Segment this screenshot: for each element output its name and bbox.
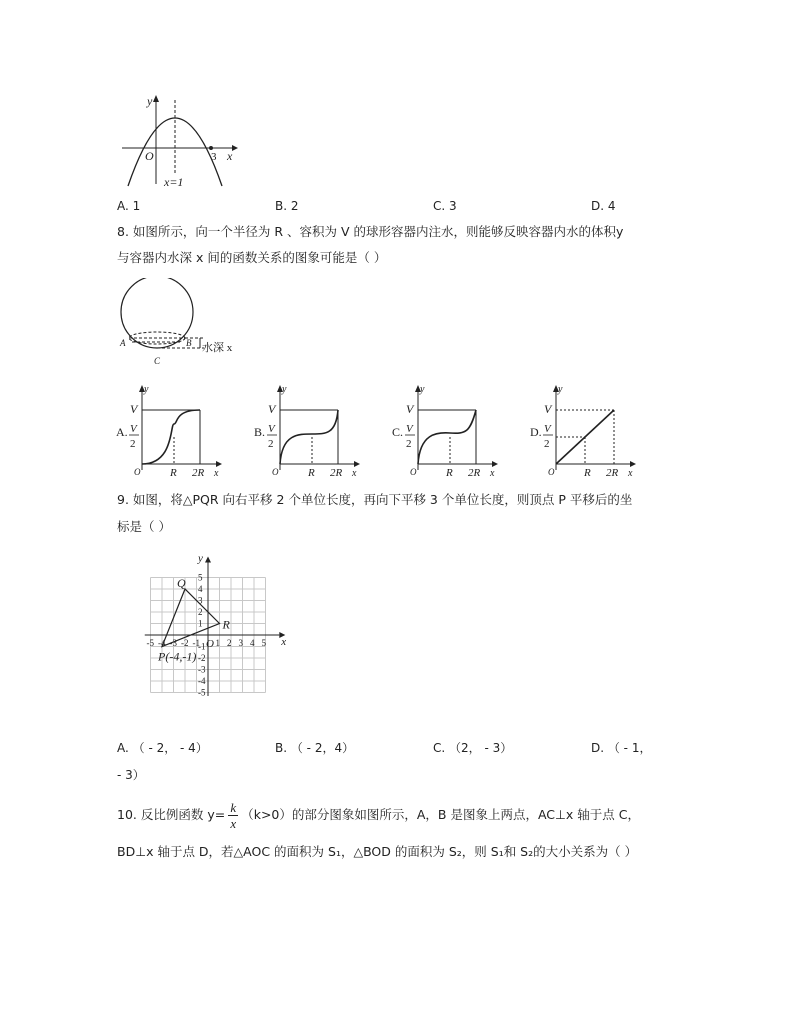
y-tick-label: 4 — [198, 584, 203, 594]
half-v-denominator: 2 — [268, 438, 274, 450]
x-tick-label: -3 — [169, 638, 177, 648]
option-graphs — [112, 380, 672, 480]
question-10-line-1 — [117, 796, 640, 834]
graph-x-label: x — [227, 149, 233, 163]
two-r-label: 2R — [606, 467, 619, 479]
option-graph-b — [250, 380, 380, 480]
vertex-r-label: R — [222, 617, 230, 632]
option-a: A. （ - 2， - 4） — [117, 741, 208, 755]
y-tick-label: 2 — [198, 607, 203, 617]
question-9-line-2: 标是（ ） — [117, 519, 171, 534]
question-10-prefix: 10. 反比例函数 y= — [117, 806, 226, 822]
y-tick-label: -4 — [198, 676, 206, 686]
x-tick-label: -1 — [192, 638, 200, 648]
x-axis-label: x — [490, 468, 495, 479]
two-r-label: 2R — [192, 467, 205, 479]
y-tick-label: 3 — [198, 595, 203, 606]
half-v-denominator: 2 — [406, 438, 412, 450]
x-tick-label: 4 — [250, 638, 255, 648]
parabola-graph — [110, 90, 240, 190]
y-tick-label: -1 — [198, 641, 206, 652]
v-label: V — [130, 402, 138, 416]
volume-curve — [280, 410, 338, 464]
sphere-label-a: A — [120, 338, 126, 348]
vertex-q-label: Q — [177, 576, 186, 590]
origin-label: O — [548, 467, 555, 477]
origin-label: O — [272, 467, 279, 477]
question-10-line-2: BD⊥x 轴于点 D，若△AOC 的面积为 S₁，△BOD 的面积为 S₂，则 S₁和 S₂的大小关系为（ ） — [117, 844, 638, 859]
sphere-container-figure — [112, 278, 242, 368]
half-v-numerator: V — [544, 423, 551, 435]
y-axis-label: y — [558, 384, 563, 395]
option-letter: D. — [530, 425, 542, 439]
option-b: B. 2 — [275, 199, 299, 213]
sphere-label-c: C — [154, 356, 161, 366]
option-b: B. （ - 2，4） — [275, 741, 355, 755]
v-label: V — [544, 402, 552, 416]
r-label: R — [584, 467, 591, 479]
fraction-k-over-x — [228, 800, 238, 831]
y-tick-label: 1 — [198, 618, 203, 629]
y-tick-label: -2 — [198, 653, 206, 663]
option-letter: B. — [254, 425, 266, 439]
origin-label: O — [134, 467, 141, 477]
two-r-label: 2R — [330, 467, 343, 479]
graph-origin-label: O — [145, 149, 154, 163]
y-axis-label: y — [198, 552, 203, 565]
vertex-p-label: P(-4,-1) — [158, 649, 197, 664]
x-axis-label: x — [628, 468, 633, 479]
y-axis-label: y — [282, 384, 287, 395]
half-v-numerator: V — [406, 423, 413, 435]
option-d-continued: - 3） — [117, 768, 145, 782]
graph-y-label: y — [147, 94, 153, 108]
half-v-denominator: 2 — [544, 438, 550, 450]
x-tick-label: 2 — [227, 638, 232, 648]
coordinate-grid — [118, 540, 318, 730]
volume-curve — [142, 410, 200, 464]
r-label: R — [170, 467, 177, 479]
origin-label: O — [206, 638, 214, 650]
option-a: A. 1 — [117, 199, 141, 213]
x-tick-label: 5 — [261, 638, 266, 648]
half-v-numerator: V — [130, 423, 137, 435]
question-8-line-1: 8. 如图所示，向一个半径为 R 、容积为 V 的球形容器内注水，则能够反映容器内水的体积y — [117, 224, 624, 239]
origin-label: O — [410, 467, 417, 477]
r-label: R — [308, 467, 315, 479]
option-graph-c — [388, 380, 518, 480]
x-axis-label: x — [214, 468, 219, 479]
x-tick-label: -4 — [158, 638, 166, 648]
option-letter: A. — [116, 425, 128, 439]
option-graph-d — [526, 380, 656, 480]
option-letter: C. — [392, 425, 404, 439]
option-c: C. 3 — [433, 199, 457, 213]
option-d: D. （ - 1， — [591, 741, 652, 755]
question-10-suffix: （k>0）的部分图象如图所示，A，B 是图象上两点，AC⊥x 轴于点 C， — [241, 806, 640, 822]
water-depth-label: 水深 x — [202, 342, 233, 354]
half-v-numerator: V — [268, 423, 275, 435]
x-axis-label: x — [281, 636, 287, 648]
y-axis-label: y — [144, 384, 149, 395]
option-d: D. 4 — [591, 199, 616, 213]
y-tick-label: 5 — [198, 572, 203, 583]
option-graph-a — [112, 380, 242, 480]
x-tick-label: 1 — [215, 638, 220, 648]
question-8-line-2: 与容器内水深 x 间的函数关系的图象可能是（ ） — [117, 250, 387, 265]
v-label: V — [406, 402, 414, 416]
two-r-label: 2R — [468, 467, 481, 479]
fraction-denominator: x — [230, 815, 237, 831]
sphere-label-b: B — [186, 338, 192, 348]
y-tick-label: -3 — [198, 664, 206, 675]
v-label: V — [268, 402, 276, 416]
x-tick-label: -5 — [146, 638, 154, 648]
volume-curve — [418, 410, 476, 464]
graph-root-label: 3 — [211, 151, 217, 163]
half-v-denominator: 2 — [130, 438, 136, 450]
y-axis-label: y — [420, 384, 425, 395]
y-tick-label: -5 — [198, 687, 206, 698]
fraction-numerator: k — [230, 799, 237, 815]
axis-of-symmetry-label: x=1 — [164, 175, 184, 189]
x-tick-label: 3 — [238, 638, 243, 648]
option-c: C. （2， - 3） — [433, 741, 513, 755]
x-tick-label: -2 — [181, 638, 189, 648]
r-label: R — [446, 467, 453, 479]
question-9-line-1: 9. 如图，将△PQR 向右平移 2 个单位长度，再向下平移 3 个单位长度，则顶点 P 平移后的坐 — [117, 492, 633, 507]
x-axis-label: x — [352, 468, 357, 479]
